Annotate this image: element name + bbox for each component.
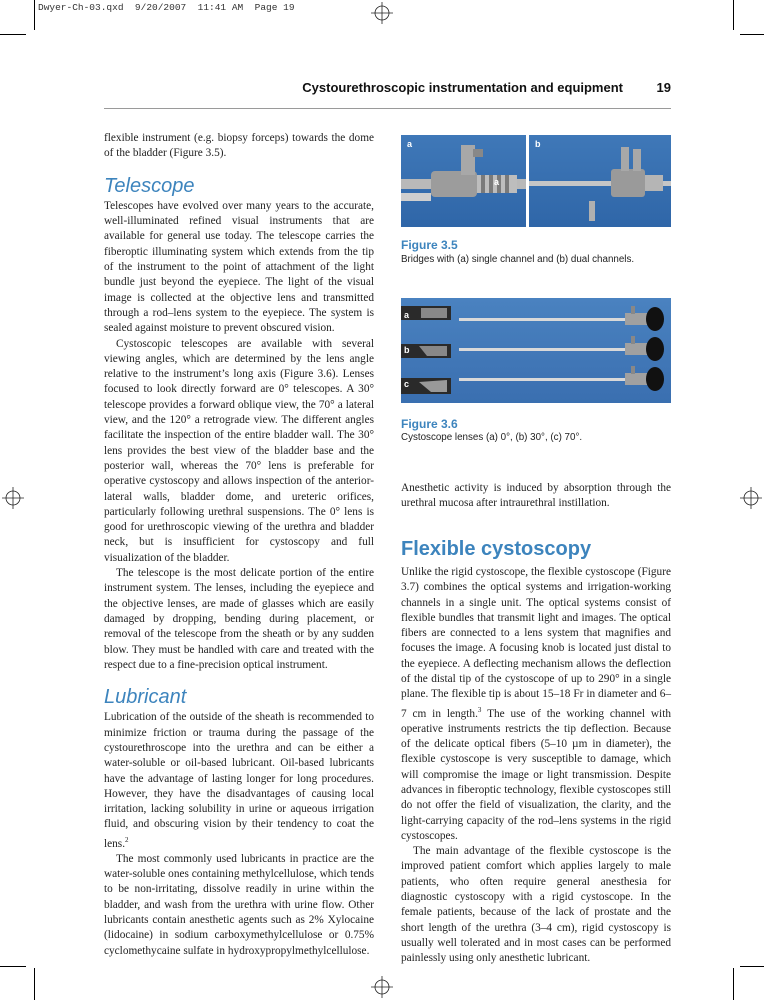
flexible-paragraph-1-text: Unlike the rigid cystoscope, the flexible cystoscope (Figure 3.7) combines the optical systems and irrigation-working channels in a single unit. The optical systems consist of flexible bundles that transmit light and images. The optical fibers are connected to a lens system that magnifies and focuses the image. A focusing knob is located just distal to the eyepiece. A deflecting mechanism allows the deflection of the distal tip of the cystoscope of up to 290° in a single plane. The flexible tip is about 15–18 Fr in diameter and 6–7 cm in length.	[401, 566, 671, 720]
figure-3-6-label: Figure 3.6	[401, 417, 458, 431]
lubricant-heading: Lubricant	[104, 686, 187, 709]
figure-3-5-label: Figure 3.5	[401, 238, 458, 252]
running-header	[104, 80, 671, 100]
flexible-paragraph-1-cont: The use of the working channel with operative instruments restricts the tip deflection. Because of the delicate optical fibers (5–10 µm in diameter), the flexible cystoscope is very susceptible to damage, which will compromise the image or light transmission. Despite advances in fiberoptic technology, flexible cystoscopes still do not offer the field of visualization, the clarity, and the light-carrying capacity of the rod–lens systems in the rigid cystoscopes.	[401, 707, 671, 842]
panel-label-a: a	[404, 310, 410, 320]
anesthetic-paragraph: Anesthetic activity is induced by absorption through the urethral mucosa after intraurethral instillation.	[401, 482, 671, 510]
bridge-single-channel-illustration	[401, 135, 526, 227]
crop-mark	[740, 34, 764, 35]
crop-mark	[733, 968, 734, 1000]
telescope-paragraph-1: Telescopes have evolved over many years to the accurate, well-illuminated refined visual instruments that are available for general use today. The telescope carries the fiberoptic illuminating system which extends from the tip of the instrument to the point of attachment of the light bundle just beyond the eyepiece. The light of the visual image is collected at the objective lens and transmitted through a rod–lens system to the eyepiece. The system is sealed against moisture to prevent obscured vision.	[104, 199, 374, 335]
crop-mark	[0, 966, 26, 967]
figure-3-5-image-a	[401, 135, 526, 227]
citation-superscript: 2	[125, 835, 129, 844]
cystoscope-lenses-illustration	[401, 298, 671, 403]
registration-mark-icon	[740, 487, 762, 509]
figure-3-5-image-b	[529, 135, 671, 227]
figure-3-6-caption: Cystoscope lenses (a) 0°, (b) 30°, (c) 70°.	[401, 432, 583, 443]
citation-superscript: 3	[477, 705, 482, 714]
crop-mark	[740, 966, 764, 967]
running-title: Cystourethroscopic instrumentation and equipment	[302, 80, 623, 95]
crop-mark	[34, 0, 35, 30]
registration-mark-icon	[2, 487, 24, 509]
crop-mark	[733, 0, 734, 30]
lubricant-paragraph-1	[104, 710, 374, 851]
crop-mark	[34, 968, 35, 1000]
registration-mark-icon	[371, 976, 393, 998]
panel-label-a: a	[407, 139, 413, 149]
lubricant-paragraph-2: The most commonly used lubricants in practice are the water-soluble ones containing methylcellulose, which tends to be non-irritating, dissolve readily in urine within the bladder, and wash from the urethra with urine flow. Other lubricants contain anesthetic agents such as 2% Xylocaine (lidocaine) in sodium carboxymethylcellulose or 0.75% cyclomethycaine sulfate in hydroxypropylmethylcellulose.	[104, 852, 374, 957]
panel-label-b: b	[404, 345, 410, 355]
telescope-heading: Telescope	[104, 174, 195, 197]
bridge-dual-channel-illustration	[529, 135, 671, 227]
intro-paragraph: flexible instrument (e.g. biopsy forceps) towards the dome of the bladder (Figure 3.5).	[104, 132, 374, 160]
page-number: 19	[656, 80, 671, 95]
panel-label-c: c	[404, 379, 410, 389]
inner-label-a: a	[494, 177, 500, 187]
panel-label-b: b	[535, 139, 541, 149]
crop-mark	[0, 34, 26, 35]
figure-3-5-caption: Bridges with (a) single channel and (b) dual channels.	[401, 254, 635, 265]
header-rule	[104, 108, 671, 109]
left-column	[104, 131, 374, 959]
flexible-paragraph-1	[401, 565, 671, 844]
right-column	[401, 565, 671, 966]
print-slug: Dwyer-Ch-03.qxd 9/20/2007 11:41 AM Page 19	[38, 2, 295, 13]
flexible-cystoscopy-heading: Flexible cystoscopy	[401, 538, 592, 560]
telescope-paragraph-3: The telescope is the most delicate portion of the entire instrument system. The lenses, including the eyepiece and the objective lenses, are made of glasses which are easily damaged by dropping, bending during placement, or removal of the telescope from the sheath or by any sudden blow. They must be handled with care and treated with the respect due to a fine-precision optical instrument.	[104, 567, 374, 671]
lubricant-paragraph-1-text: Lubrication of the outside of the sheath is recommended to minimize friction or trauma during the passage of the cystourethroscope into the urethra and can be either a water-soluble or oil-based lubricant. Oil-based lubricants have the advantage of lasting longer for long procedures. However, they have the disadvantages of causing local irritation, lacking solubility in urine or aqueous irrigation fluid, and obscuring vision by their tendency to coat the lens.	[104, 711, 374, 850]
figure-3-6-image	[401, 298, 671, 403]
telescope-paragraph-2: Cystoscopic telescopes are available with several viewing angles, which are determined by the lens angle relative to the instrument’s long axis (Figure 3.6). Lenses focused to look directly forward are 0° telescopes. A 30° telescope provides a forward oblique view, the 70° a lateral view, and the 120° a retrograde view. The different angles facilitate the inspection of the entire bladder wall. The 30° lens provides the best view of the bladder base and the posterior wall, whereas the 70° lens is preferable for operative cystoscopy and allows inspection of the anterior-lateral walls, bladder dome, and ureteric orifices, particularly following urethral suspensions. The 0° lens is good for urethroscopic viewing of the urethra and bladder neck, but is insufficient for cystoscopy and full visualization of the bladder.	[104, 337, 374, 564]
flexible-paragraph-2: The main advantage of the flexible cystoscope is the improved patient comfort which applies largely to male patients, who often require general anesthesia for diagnostic cystoscopy with a rigid cystoscope. In the female patients, because of the lack of prostate and the short length of the urethra (3–4 cm), rigid cystoscopy is usually well tolerated and in most cases can be performed painlessly using only anesthetic lubricant.	[401, 845, 671, 965]
registration-mark-icon	[371, 2, 393, 24]
anesthetic-block	[401, 481, 671, 512]
